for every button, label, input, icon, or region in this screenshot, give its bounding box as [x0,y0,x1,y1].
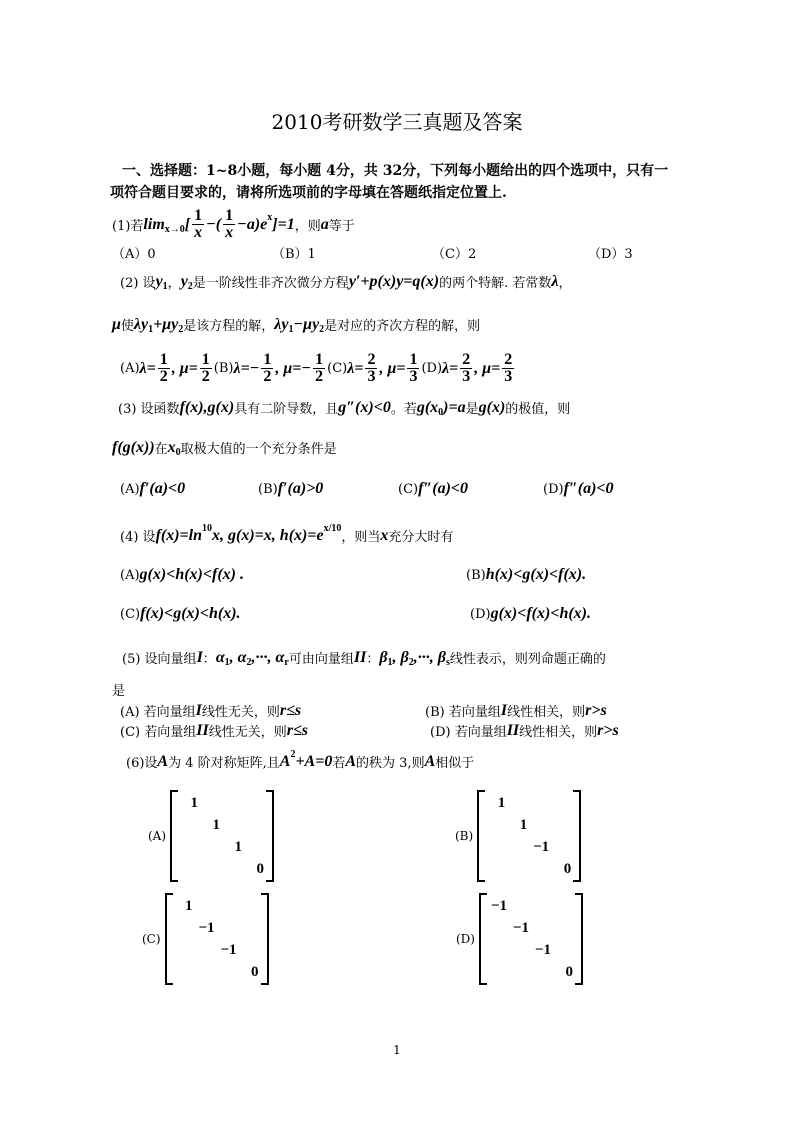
superscript: 2 [290,749,296,760]
text: (D) [543,481,564,497]
subscript: 1 [162,281,168,292]
text: 具有二阶导数，且 [234,402,339,417]
matrix-empty [217,895,239,917]
matrix-entry: 1 [519,817,528,833]
matrix-empty [244,814,266,836]
math-expression: ,···, α [251,648,285,666]
math-expression: g(x)<h(x)<f(x) . [139,566,244,583]
math-expression: −a)e [237,215,268,233]
matrix-empty [239,917,261,939]
line-q2b [112,315,480,334]
matrix-option [455,790,581,882]
text: (A) [120,567,140,583]
line-q5oa [120,701,301,720]
math-expression: ,···, β [413,648,446,666]
math-expression: f′(a)<0 [139,480,186,497]
numerator: 1 [409,351,418,368]
superscript: 10 [202,523,213,534]
matrix-empty [485,836,507,858]
matrix-body [479,893,583,985]
matrix-empty [551,814,573,836]
subscript: s [445,657,450,668]
subscript: 2 [408,657,414,668]
line-q1 [112,208,355,241]
text: 一、选择题：1~8小题，每小题 4分，共 32分，下列每小题给出的四个选项中，只有一 [122,163,669,179]
math-expression: , μ= [171,359,198,377]
math-expression: II [196,721,209,739]
matrix-entry: −1 [490,898,507,914]
fraction [192,208,204,241]
text: (B) [213,361,234,376]
matrix-empty [239,895,261,917]
fraction [261,352,273,385]
matrix-empty [531,961,553,983]
math-expression: y [155,272,163,290]
math-expression: λ= [442,359,459,377]
line-q3oa [120,480,185,498]
text: ， [558,276,572,291]
text: ， [167,276,181,291]
matrix-empty [244,836,266,858]
matrix-empty [217,961,239,983]
matrix-empty [485,858,507,880]
math-expression: A [345,752,357,770]
math-expression: r>s [597,721,619,739]
fraction [200,352,212,385]
math-expression: x [380,526,389,544]
text: 为 4 阶对称矩阵,且 [168,756,280,771]
fraction [365,352,377,385]
matrix-entry: 0 [256,861,265,877]
text: (1)若 [112,219,144,234]
matrix-empty [509,895,531,917]
text: 。若 [390,402,417,417]
line-q1b [272,243,316,262]
matrix-empty [487,917,509,939]
text: ： [202,652,216,667]
text: 项符合题目要求的，请将所选项前的字母填在答题纸指定位置上. [110,185,507,201]
math-expression: f″(a)<0 [418,480,469,497]
text: (2) 设 [120,276,156,291]
math-expression: x, g(x)=x, h(x)=e [212,526,324,544]
denominator: 2 [315,368,324,385]
text: 是一阶线性非齐次微分方程 [192,276,349,291]
matrix-empty [529,792,551,814]
text: 线性相关，则 [507,705,586,720]
line-q5oc [120,721,308,740]
denominator: 2 [159,368,168,385]
matrix-entry: −1 [512,920,529,936]
subscript: 2 [246,657,252,668]
math-expression: A [424,752,436,770]
text: (4) 设 [120,530,156,545]
text: ，则 [294,219,321,234]
text: 线性表示，则列命题正确的 [449,652,606,667]
subscript: 2 [319,324,325,335]
subscript: 1 [288,324,294,335]
matrix-empty [553,939,575,961]
page-title: 2010考研数学三真题及答案 [271,110,523,134]
denominator: 3 [367,368,376,385]
matrix-empty [507,858,529,880]
text: （C）2 [432,247,477,262]
fraction [313,352,325,385]
text: （B）1 [272,247,316,262]
matrix-empty [509,939,531,961]
line-q3ob [258,480,323,498]
superscript: x/10 [323,523,342,534]
matrix-entry: −1 [534,942,551,958]
denominator: 2 [263,368,272,385]
page-number: 1 [393,1043,401,1057]
text: 的秩为 3,则 [356,756,425,771]
text: (C) [120,606,141,622]
line-q4d [470,605,591,623]
denominator: 3 [504,368,513,385]
text: 是该方程的解， [183,319,275,334]
line-q5ob [425,701,607,720]
text: (C) [398,481,419,497]
math-expression: μ [112,315,121,333]
matrix-empty [195,961,217,983]
text: (D) 若向量组 [430,725,507,740]
text: 是 [465,402,479,417]
text: 若 [332,756,346,771]
math-expression: λy [133,315,149,333]
numerator: 1 [315,351,324,368]
math-expression: −( [206,215,222,233]
text: 线性无关，则 [208,725,287,740]
math-expression: λ= [347,359,364,377]
line-header1 [122,160,668,180]
text: (A) [120,481,140,497]
fraction [158,352,170,385]
text: (B) [466,567,486,583]
matrix-empty [551,792,573,814]
denominator: 3 [409,368,418,385]
matrix-empty [222,792,244,814]
line-q4c [120,605,241,623]
math-expression: α [215,648,225,666]
text: 取极大值的一个充分条件是 [180,442,337,457]
math-expression: A [157,752,169,770]
superscript: x [267,212,273,223]
line-q3b [112,438,337,457]
subscript: 0 [438,407,444,418]
math-expression: I [500,701,508,719]
math-expression: , μ=− [275,359,312,377]
line-q5b [112,680,125,699]
math-expression: f′(a)>0 [277,480,324,497]
matrix-empty [178,858,200,880]
matrix-empty [487,961,509,983]
numerator: 2 [462,351,471,368]
subscript: r [284,657,289,668]
matrix-entry: 1 [234,839,243,855]
math-expression: f(x)<g(x)<h(x). [140,605,241,622]
subscript: 1 [148,324,154,335]
text: (D) [470,606,491,622]
line-q4a [120,566,244,584]
math-expression: , μ= [474,359,501,377]
math-expression: f(g(x)) [112,438,155,456]
matrix-empty [173,939,195,961]
line-q4b [466,566,586,584]
numerator: 1 [201,351,210,368]
matrix-empty [173,917,195,939]
denominator: 2 [201,368,210,385]
matrix-entry: 0 [565,964,573,980]
line-q3od [543,480,614,498]
line-q5a [122,648,606,667]
math-expression: λ=− [233,359,260,377]
math-expression: f(x)=ln [155,526,203,544]
math-expression: +A=0 [295,752,333,770]
math-expression: ]=1 [272,215,295,233]
text: 的极值，则 [505,402,571,417]
math-expression: II [506,721,520,739]
matrix-entry: 1 [190,795,199,811]
text: 的两个特解. 若常数 [439,276,552,291]
option-label: (D) [456,932,475,946]
math-expression: y [180,272,188,290]
line-q2opts [120,352,516,385]
math-expression: β [379,648,388,666]
text: 是 [112,684,126,699]
matrix-empty [239,939,261,961]
text: (B) 若向量组 [425,705,501,720]
text: 充分大时有 [388,530,454,545]
fraction [502,352,514,385]
text: ： [366,652,380,667]
text: （A）0 [112,247,156,262]
math-expression: )=a [443,398,466,416]
matrix-empty [529,814,551,836]
text: (D) [421,361,443,376]
matrix-empty [178,814,200,836]
matrix-empty [553,917,575,939]
matrix-empty [551,836,573,858]
matrix-option [456,893,583,985]
math-expression: [ [184,215,191,233]
text: 线性相关，则 [519,725,598,740]
numerator: 1 [194,207,203,224]
fraction [223,208,235,241]
text: (3) 设函数 [118,402,180,417]
matrix-empty [553,895,575,917]
math-expression: a [320,215,329,233]
matrix-entry: −1 [533,839,550,855]
text: (6)设 [126,756,158,771]
math-expression: I [195,701,202,719]
line-header2 [110,182,507,202]
matrix-empty [200,792,222,814]
line-q4 [120,523,454,545]
matrix-option [142,893,269,985]
denominator: x [225,224,234,241]
text: 相似于 [435,756,475,771]
subscript: 2 [178,324,184,335]
line-q1c [432,243,476,262]
line-q5od [430,721,619,740]
math-expression: II [353,648,367,666]
matrix-empty [173,961,195,983]
subscript: 1 [224,657,230,668]
math-expression: lim [143,215,165,233]
matrix-empty [531,895,553,917]
matrix-empty [487,939,509,961]
math-expression: g(x) [478,398,506,416]
text: (C) [327,361,348,376]
line-q1d [588,243,633,262]
math-expression: A [279,752,291,770]
line-q6 [126,749,475,771]
math-expression: , α [229,648,247,666]
math-expression: λ= [139,359,156,377]
text: 使 [120,319,134,334]
matrix-empty [529,858,551,880]
math-expression: +μy [153,315,179,333]
math-expression: I [196,648,203,666]
denominator: x [194,224,203,241]
text: (A) [120,361,140,376]
matrix-empty [200,858,222,880]
math-expression: r>s [585,701,607,719]
line-q3oc [398,480,468,498]
math-expression: r≤s [286,721,308,739]
matrix-empty [222,858,244,880]
text: 线性无关，则 [201,705,280,720]
denominator: 3 [462,368,471,385]
matrix-empty [178,836,200,858]
math-expression: y′+p(x)y=q(x) [348,272,440,290]
matrix-empty [244,792,266,814]
text: 可由向量组 [288,652,354,667]
numerator: 1 [159,351,168,368]
text: ，则当 [341,530,381,545]
matrix-entry: 1 [212,817,221,833]
text: (A) 若向量组 [120,705,196,720]
math-expression: f″(a)<0 [563,480,614,497]
matrix-entry: −1 [198,920,215,936]
option-label: (A) [148,829,167,843]
line-q2a [120,272,571,291]
matrix-empty [485,814,507,836]
matrix-empty [195,939,217,961]
matrix-empty [217,917,239,939]
text: (B) [258,481,278,497]
math-expression: g(x [416,398,439,416]
matrix-entry: 1 [185,898,193,914]
option-label: (B) [455,829,474,843]
math-expression: f(x),g(x) [179,398,235,416]
matrix-empty [531,917,553,939]
math-expression: −μy [293,315,320,333]
matrix-entry: −1 [220,942,237,958]
numerator: 2 [504,351,513,368]
matrix-empty [195,895,217,917]
text: 是对应的齐次方程的解，则 [324,319,481,334]
math-expression: , μ= [379,359,406,377]
matrix-entry: 0 [251,964,259,980]
numerator: 1 [263,351,272,368]
matrix-empty [507,836,529,858]
numerator: 1 [225,207,234,224]
math-expression: λ [551,272,559,290]
matrix-body [170,790,274,882]
matrix-body [477,790,581,882]
math-expression: h(x)<g(x)<f(x). [485,566,587,583]
text: (C) 若向量组 [120,725,197,740]
subscript: 2 [187,281,193,292]
matrix-entry: 1 [497,795,506,811]
math-expression: x [167,438,176,456]
matrix-empty [509,961,531,983]
matrix-body [165,893,269,985]
matrix-empty [222,814,244,836]
math-expression: λy [274,315,289,333]
option-label: (C) [142,932,161,946]
line-q3a [118,398,570,417]
matrix-empty [507,792,529,814]
line-q1a [112,243,156,262]
matrix-option [148,790,274,882]
text: （D）3 [588,247,633,262]
matrix-empty [200,836,222,858]
numerator: 2 [367,351,376,368]
math-expression: g(x)<f(x)<h(x). [490,605,592,622]
math-expression: g″(x)<0 [338,398,391,416]
text: 等于 [328,219,355,234]
subscript: 1 [387,657,393,668]
text: 在 [154,442,168,457]
matrix-entry: 0 [563,861,572,877]
text: (5) 设向量组 [122,652,197,667]
fraction [407,352,419,385]
subscript: 0 [175,447,181,458]
math-expression: r≤s [279,701,302,719]
subscript: x→0 [164,224,185,235]
fraction [460,352,472,385]
math-expression: , β [392,648,409,666]
